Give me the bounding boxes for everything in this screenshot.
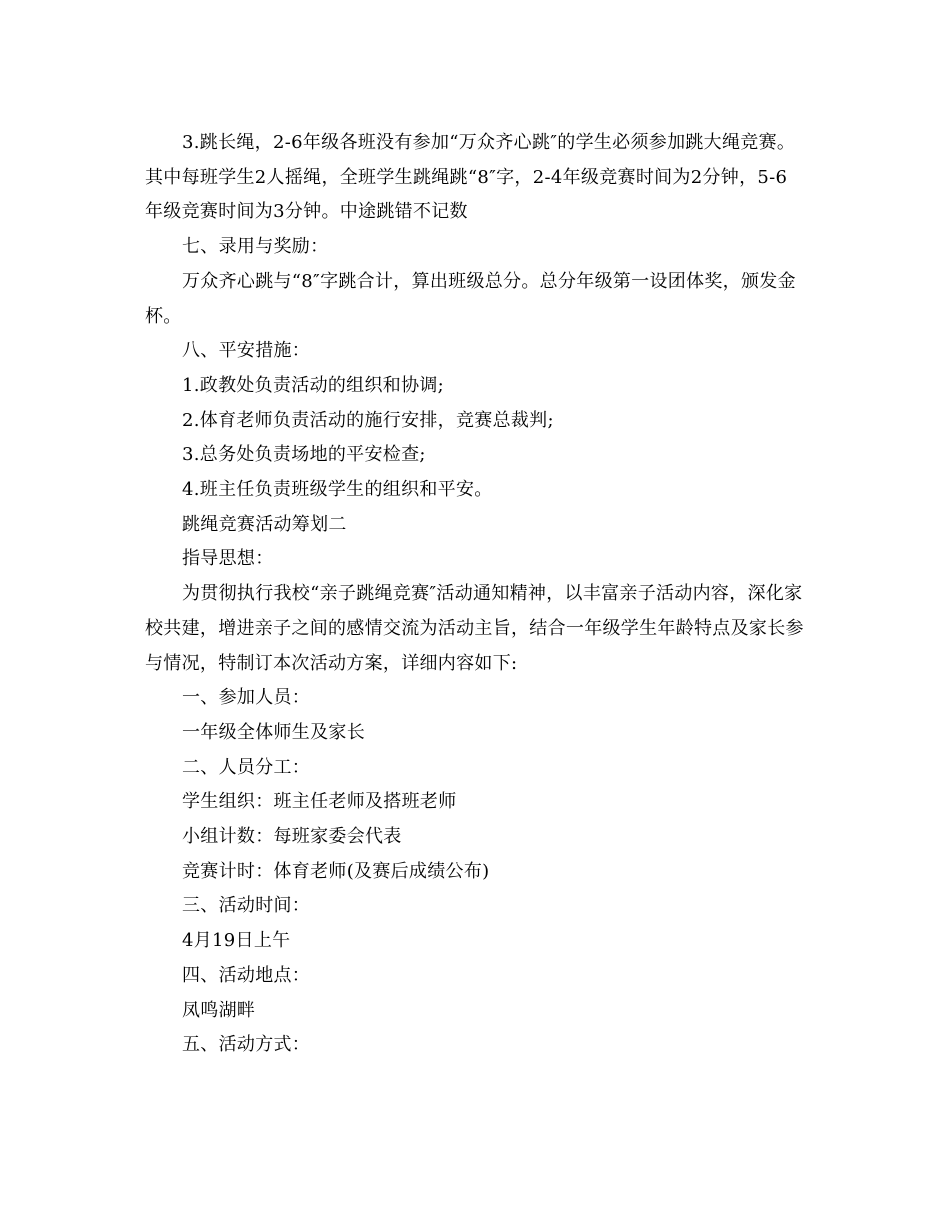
heading-selection-awards: 七、录用与奖励： <box>182 236 329 258</box>
list-item-safety-4: 4.班主任负责班级学生的组织和平安。 <box>182 479 493 501</box>
document-body <box>145 126 805 1063</box>
list-item-safety-3: 3.总务处负责场地的平安检查; <box>182 444 426 466</box>
item-student-organization: 学生组织：班主任老师及搭班老师 <box>182 791 457 813</box>
paragraph-awards: 万众齐心跳与“8″字跳合计，算出班级总分。总分年级第一设团体奖，颁发金杯。 <box>145 270 796 327</box>
paragraph-activity-location: 凤鸣湖畔 <box>182 999 256 1021</box>
heading-activity-time: 三、活动时间： <box>182 895 311 917</box>
heading-activity-format: 五、活动方式： <box>182 1034 311 1056</box>
item-group-counting: 小组计数：每班家委会代表 <box>182 826 402 848</box>
heading-activity-location: 四、活动地点： <box>182 964 311 986</box>
paragraph-activity-time: 4月19日上午 <box>182 930 291 952</box>
heading-participants: 一、参加人员： <box>182 687 311 709</box>
heading-safety-measures: 八、平安措施： <box>182 340 311 362</box>
list-item-safety-1: 1.政教处负责活动的组织和协调; <box>182 374 445 396</box>
paragraph-long-rope-rules: 3.跳长绳，2-6年级各班没有参加“万众齐心跳″的学生必须参加跳大绳竞赛。其中每班学生2人摇绳，全班学生跳绳跳“8″字，2-4年级竞赛时间为2分钟，5-6年级竞赛时间为3分钟。中途跳错不记数 <box>145 132 796 223</box>
list-item-safety-2: 2.体育老师负责活动的施行安排，竞赛总裁判; <box>182 409 554 431</box>
item-race-timing: 竞赛计时：体育老师(及赛后成绩公布) <box>182 860 490 882</box>
paragraph-guiding-idea: 为贯彻执行我校“亲子跳绳竞赛″活动通知精神，以丰富亲子活动内容，深化家校共建，增进亲子之间的感情交流为活动主旨，结合一年级学生年龄特点及家长参与情况，特制订本次活动方案，详细内容如下: <box>145 583 804 674</box>
heading-guiding-idea: 指导思想： <box>182 548 274 570</box>
section-title-plan-two: 跳绳竞赛活动筹划二 <box>182 513 347 535</box>
paragraph-participants: 一年级全体师生及家长 <box>182 721 365 743</box>
heading-staff-division: 二、人员分工： <box>182 756 311 778</box>
